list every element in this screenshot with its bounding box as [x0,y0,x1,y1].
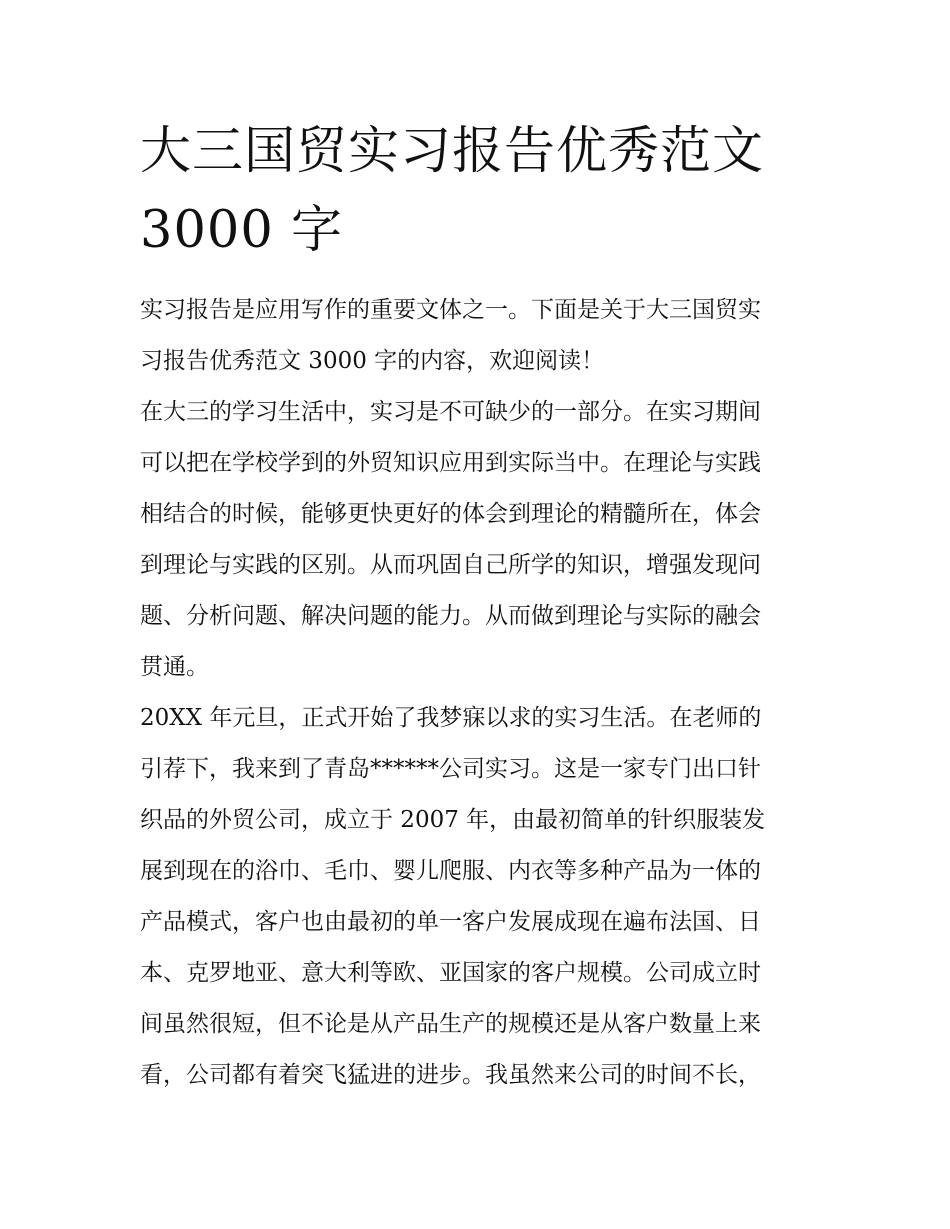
document-body [140,112,820,1101]
body-paragraph: 20XX 年元旦，正式开始了我梦寐以求的实习生活。在老师的 引荐下，我来到了青岛******公司实习。这是一家专门出口针 织品的外贸公司，成立于 2007 年，由最初简单的针织服装发 展到现在的浴巾、毛巾、婴儿爬服、内衣等多种产品为一体的 产品模式，客户也由最初的单一客户发展成现在遍布法国、日 本、克罗地亚、意大利等欧、亚国家的客户规模。公司成立时 间虽然很短，但不论是从产品生产的规模还是从客户数量上来 看，公司都有着突飞猛进的进步。我虽然来公司的时间不长， [140,705,766,1088]
body-paragraph: 在大三的学习生活中，实习是不可缺少的一部分。在实习期间 可以把在学校学到的外贸知识应用到实际当中。在理论与实践 相结合的时候，能够更快更好的体会到理论的精髓所在，体会 到理论与实践的区别。从而巩固自己所学的知识，增强发现问 题、分析问题、解决问题的能力。从而做到理论与实际的融会 贯通。 [140,399,761,680]
intro-paragraph: 实习报告是应用写作的重要文体之一。下面是关于大三国贸实 习报告优秀范文 3000 字的内容，欢迎阅读！ [140,297,761,374]
document-title: 大三国贸实习报告优秀范文 3000 字 [140,122,765,260]
